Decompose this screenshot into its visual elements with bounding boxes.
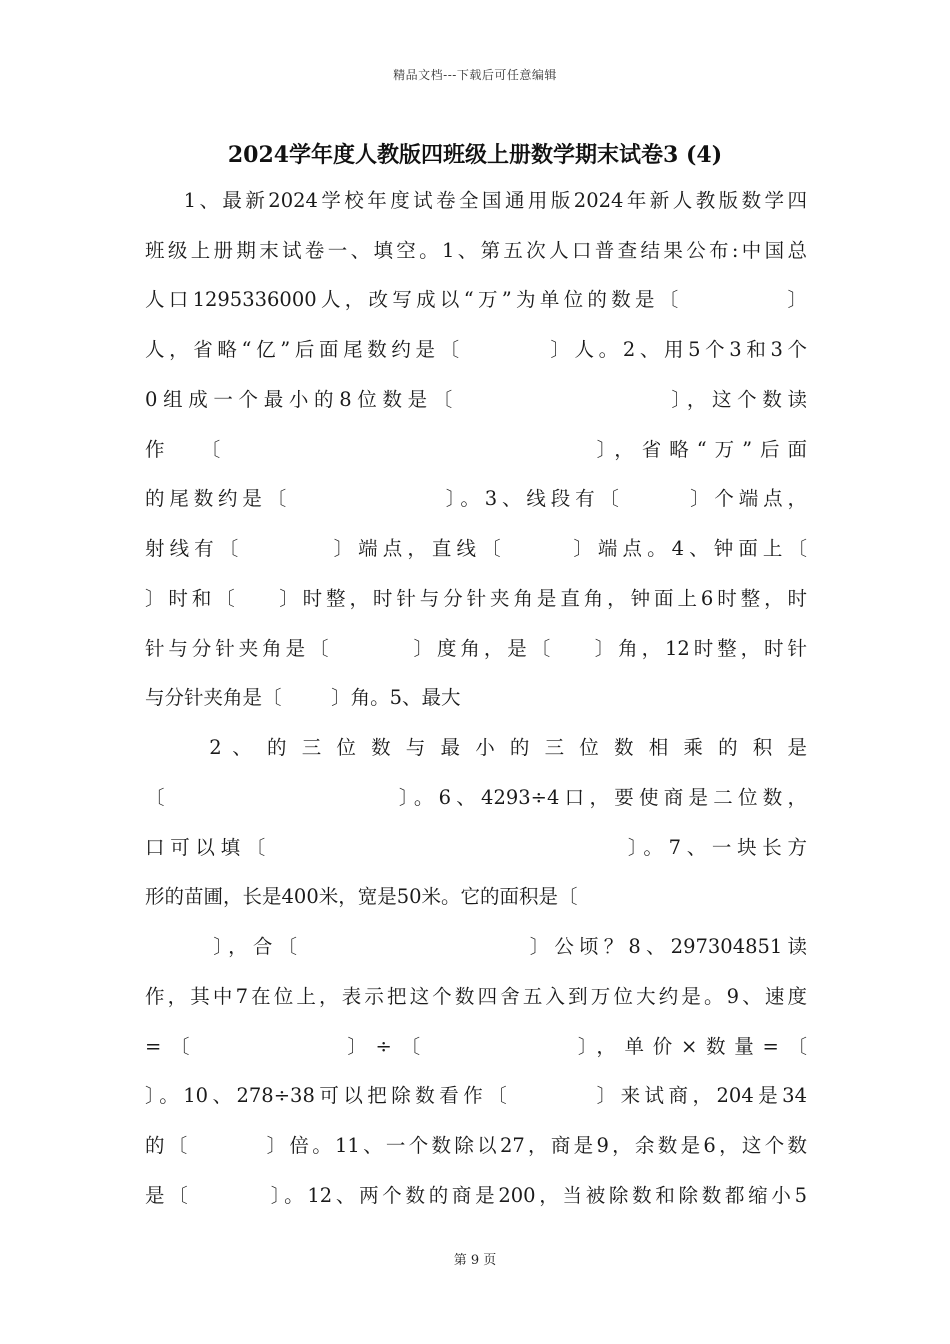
body-line: 射线有〔 〕端点，直线〔 〕端点。4、钟面上〔: [145, 537, 807, 560]
document-title: 2024学年度人教版四班级上册数学期末试卷3 (4): [227, 142, 723, 168]
body-line: 形的苗圃，长是400米，宽是50米。它的面积是〔: [145, 885, 578, 908]
body-line: =〔 〕÷〔 〕，单价×数量=〔: [145, 1035, 807, 1058]
body-line: 与分针夹角是〔 〕角。5、最大: [145, 686, 461, 709]
body-line: 班级上册期末试卷一、填空。1、第五次人口普查结果公布:中国总: [145, 239, 807, 262]
body-line: 作 〔 〕，省略“万”后面: [145, 438, 807, 461]
body-line: 〕时和〔 〕时整，时针与分针夹角是直角，钟面上6时整，时: [145, 587, 807, 610]
body-line: 0组成一个最小的8位数是〔 〕，这个数读: [145, 388, 807, 411]
body-line: 1、最新2024学校年度试卷全国通用版2024年新人教版数学四: [145, 189, 807, 212]
body-line: 2 、 的 三 位 数 与 最 小 的 三 位 数 相 乘 的 积 是: [145, 736, 807, 759]
page-number: 第 9 页: [453, 1253, 497, 1268]
body-line: 作，其中7在位上，表示把这个数四舍五入到万位大约是。9、速度: [145, 985, 807, 1008]
body-line: 的〔 〕倍。11、一个数除以27，商是9，余数是6，这个数: [145, 1134, 807, 1157]
body-line: 人，省略“亿”后面尾数约是〔 〕人。2、用5个3和3个: [145, 338, 807, 361]
body-line: 〕，合〔 〕公顷？8、297304851读: [145, 935, 807, 958]
body-line: 针与分针夹角是〔 〕度角，是〔 〕角，12时整，时针: [145, 637, 807, 660]
body-line: 的尾数约是〔 〕。3、线段有〔 〕个端点，: [145, 487, 807, 510]
body-line: 〕。10、278÷38可以把除数看作〔 〕来试商，204是34: [145, 1084, 807, 1107]
header-note: 精品文档---下载后可任意编辑: [393, 68, 557, 82]
body-line: 〔 〕。6、4293÷4口，要使商是二位数，: [145, 786, 807, 809]
body-line: 口可以填〔 〕。7、一块长方: [145, 836, 807, 859]
body-line: 人口1295336000人，改写成以“万”为单位的数是〔 〕: [145, 288, 807, 311]
body-line: 是〔 〕。12、两个数的商是200，当被除数和除数都缩小5: [145, 1184, 807, 1207]
